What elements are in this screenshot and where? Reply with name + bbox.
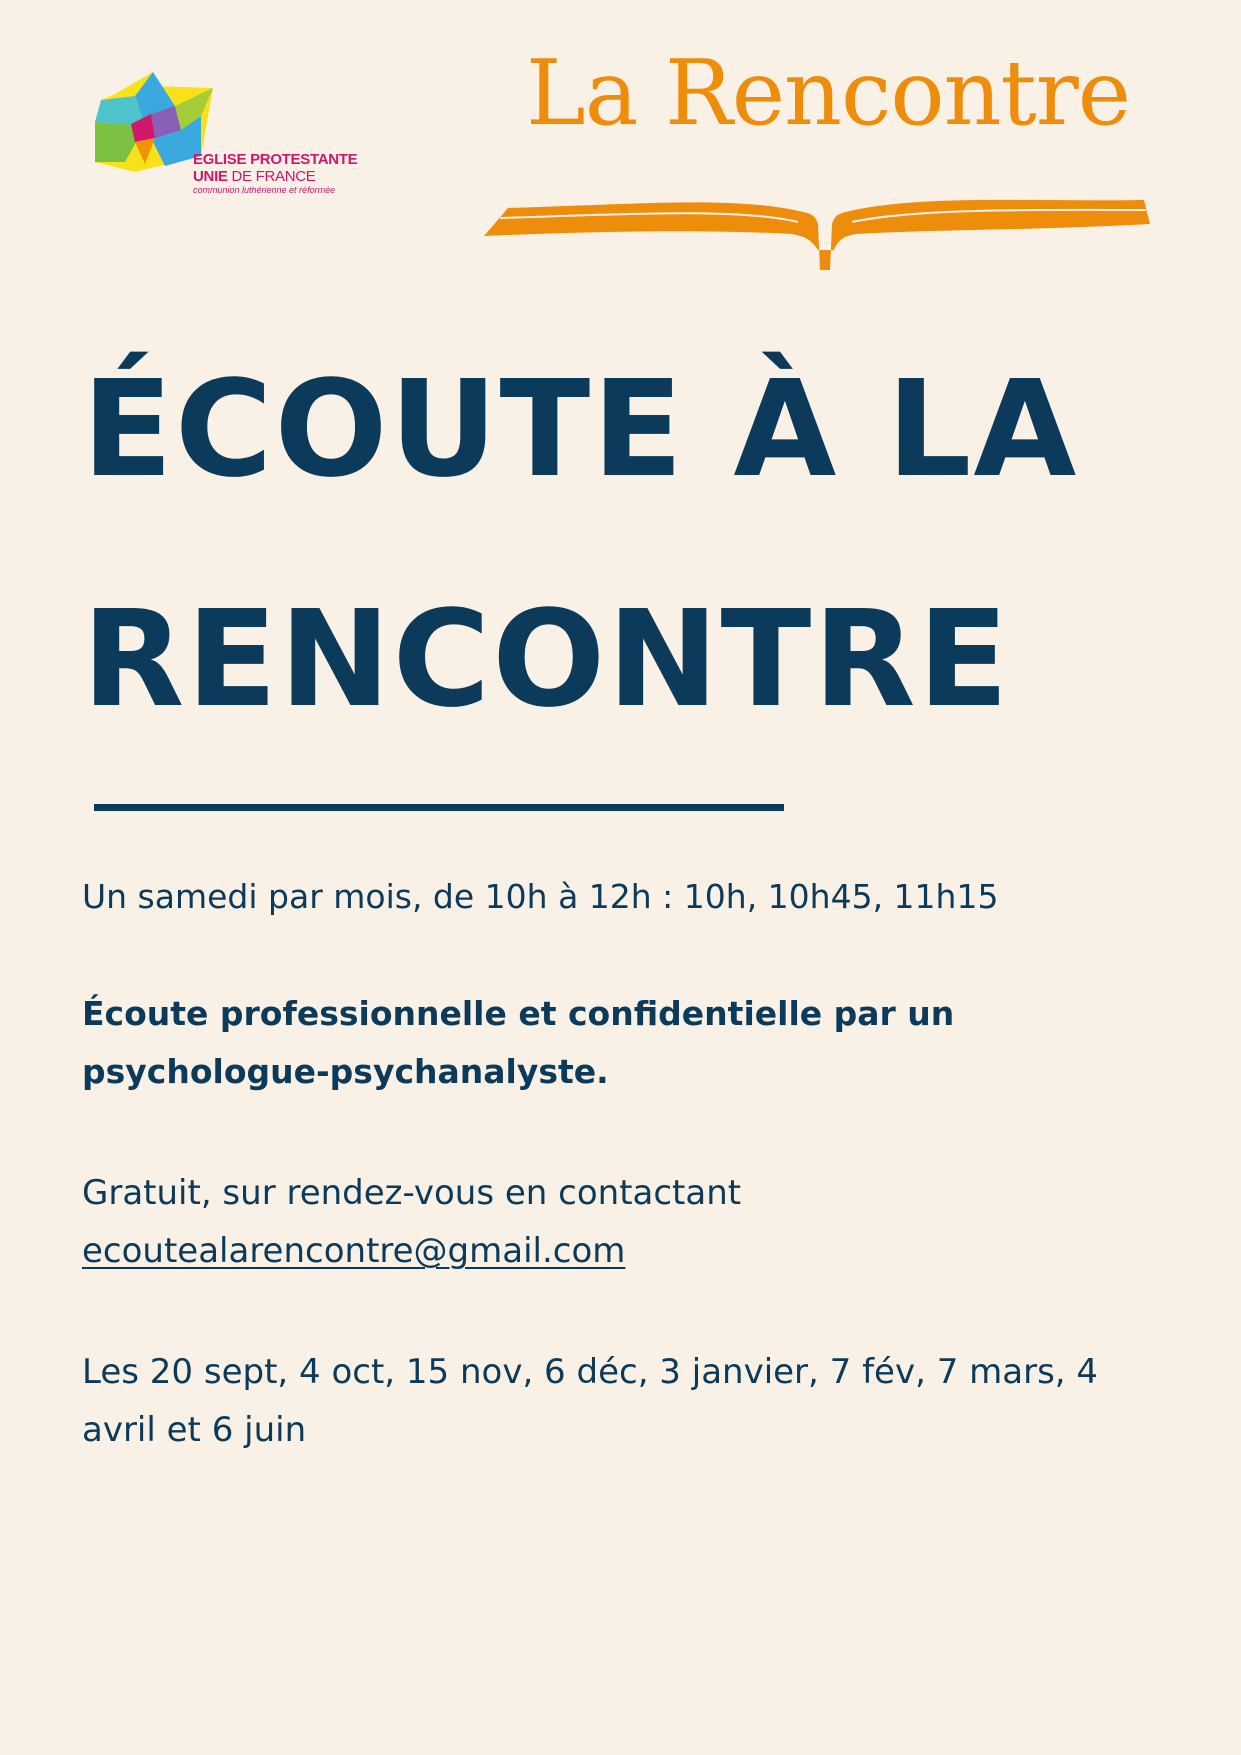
epudf-logo-text bbox=[193, 152, 357, 195]
la-rencontre-logo bbox=[478, 40, 1168, 250]
headline-line-2: RENCONTRE bbox=[82, 583, 1011, 737]
brand-title: La Rencontre bbox=[525, 41, 1131, 146]
epudf-logo bbox=[95, 66, 358, 206]
schedule-text: Un samedi par mois, de 10h à 12h : 10h, 10h45, 11h15 bbox=[82, 877, 999, 916]
logo-line-2-rest: DE FRANCE bbox=[227, 168, 316, 185]
headline-line-1: ÉCOUTE À LA bbox=[82, 353, 1079, 507]
description-text: Écoute professionnelle et confidentielle par un psychologue-psychanalyste. bbox=[82, 994, 955, 1091]
logo-line-1: EGLISE PROTESTANTE bbox=[193, 151, 358, 168]
dates-text: Les 20 sept, 4 oct, 15 nov, 6 déc, 3 janvier, 7 fév, 7 mars, 4 avril et 6 juin bbox=[82, 1352, 1099, 1450]
logo-line-2 bbox=[193, 169, 357, 184]
contact-block bbox=[82, 1164, 1162, 1280]
contact-text: Gratuit, sur rendez-vous en contactant bbox=[82, 1173, 742, 1213]
open-book-icon bbox=[478, 160, 1168, 275]
divider bbox=[94, 804, 784, 811]
logo-line-3: communion luthérienne et réformée bbox=[193, 185, 336, 195]
logo-line-2-bold: UNIE bbox=[193, 168, 228, 185]
email-link[interactable]: ecoutealarencontre@gmail.com bbox=[82, 1231, 626, 1271]
headline bbox=[82, 355, 1182, 775]
